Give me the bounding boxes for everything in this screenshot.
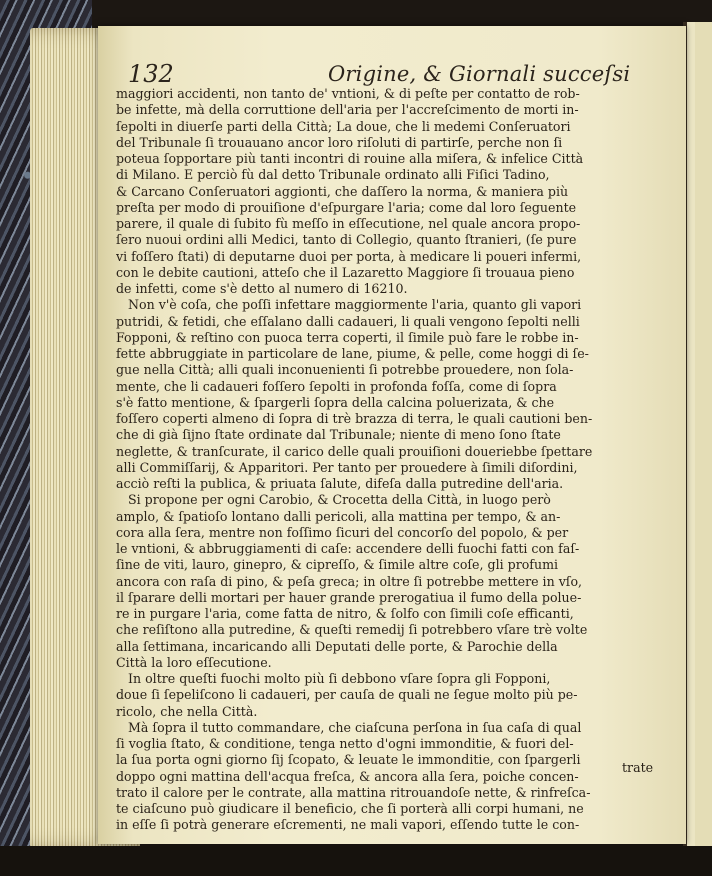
catchword: trate — [622, 760, 654, 775]
text-line: poteua ſopportare più tanti incontri di rouine alla miſera, & infelice Città — [116, 151, 584, 166]
text-line: foſſero coperti almeno di ſopra di trè brazza di terra, le quali cautioni ben- — [116, 411, 593, 426]
text-line: vi foſſero ſtati) di deputarne duoi per porta, à medicare li poueri infermi, — [116, 248, 582, 264]
text-line: Fopponi, & reſtino con puoca terra coperti, il ſimile può fare le robbe in- — [116, 329, 579, 345]
text-line: te ciaſcuno può giudicare il beneficio, che ſi porterà alli corpi humani, ne — [116, 801, 584, 816]
text-line: re in purgare l'aria, come fatta de nitro, & ſolfo con ſimili coſe efficanti, — [116, 606, 574, 621]
text-line: che reſiſtono alla putredine, & queſti remedij ſi potrebbero vſare trè volte — [116, 622, 588, 638]
text-line: ſine de viti, lauro, ginepro, & cipreſſo, & ſimile altre coſe, gli profumi — [116, 557, 559, 573]
text-line: ſero nuoui ordini alli Medici, tanto di Collegio, quanto ſtranieri, (ſe pure — [116, 232, 577, 248]
text-line: il ſparare delli mortari per hauer grande prerogatiua il fumo della polue- — [116, 589, 582, 605]
text-line: putridi, & fetidi, che eſſalano dalli cadaueri, li quali vengono ſepolti nelli — [116, 313, 580, 329]
text-line: ricolo, che nella Città. — [116, 703, 258, 719]
text-line: le vntioni, & abbruggiamenti di caſe: accendere delli fuochi fatti con faſ- — [116, 541, 580, 556]
text-line: neglette, & tranſcurate, il carico delle quali prouiſioni doueriebbe ſpettare — [116, 443, 593, 459]
text-line: la ſua porta ogni giorno ſij ſcopato, & leuate le immonditie, con ſpargerli — [116, 752, 581, 768]
text-line: cora alla ſera, mentre non foſſimo ſicuri del concorſo del popolo, & per — [116, 524, 569, 540]
text-line: fette abbruggiate in particolare de lane, piume, & pelle, come hoggi di ſe- — [116, 346, 589, 361]
text-line: amplo, & ſpatioſo lontano dalli pericoli, alla mattina per tempo, & an- — [116, 508, 561, 524]
text-line: parere, il quale di ſubito fù meſſo in eſſecutione, nel quale ancora propo- — [116, 216, 581, 231]
text-line: Non v'è coſa, che poſſi infettare maggiormente l'aria, quanto gli vapori — [128, 297, 582, 313]
text-line: Si propone per ogni Carobio, & Crocetta della Città, in luogo però — [128, 492, 551, 508]
text-line: alla ſettimana, incaricando alli Deputati delle porte, & Parochie della — [116, 638, 558, 654]
page-number: 132 — [128, 60, 174, 88]
text-line: In oltre queſti fuochi molto più ſi debbono vſare ſopra gli Fopponi, — [128, 671, 551, 686]
text-line: di Milano. E perciò fù dal detto Tribunale ordinato alli Fiſici Tadino, — [116, 167, 550, 183]
text-line: mente, che li cadaueri foſſero ſepolti in profonda foſſa, come di ſopra — [116, 378, 557, 394]
facing-page-edge — [683, 22, 712, 852]
text-line: ſepolti in diuerſe parti della Città; La doue, che li medemi Conſeruatori — [116, 118, 571, 134]
text-line: acciò reſti la publica, & priuata ſalute, difeſa dalla putredine dell'aria. — [116, 476, 564, 491]
text-line: preſta per modo di prouiſione d'eſpurgare l'aria; come dal loro ſeguente — [116, 199, 577, 215]
text-line: maggiori accidenti, non tanto de' vntioni, & di peſte per contatto de rob- — [116, 86, 580, 101]
text-line: alli Commiſſarij, & Apparitori. Per tanto per prouedere à ſimili diſordini, — [116, 459, 578, 475]
running-title: Origine, & Giornali succeſsi — [328, 62, 631, 86]
text-line: s'è fatto mentione, & ſpargerli ſopra della calcina poluerizata, & che — [116, 394, 555, 410]
text-line: doue ſi ſepeliſcono li cadaueri, per cauſa de quali ne ſegue molto più pe- — [116, 687, 578, 703]
text-line: gue nella Città; alli quali inconuenienti ſi potrebbe prouedere, non ſola- — [116, 362, 574, 378]
text-line: de infetti, come s'è detto al numero di 16210. — [116, 281, 408, 296]
text-line: in eſſe ſi potrà generare eſcrementi, ne mali vapori, eſſendo tutte le con- — [116, 817, 580, 833]
text-line: doppo ogni mattina dell'acqua freſca, & ancora alla ſera, poiche concen- — [116, 768, 579, 784]
text-line: con le debite cautioni, atteſo che il Lazaretto Maggiore ſi trouaua pieno — [116, 264, 575, 280]
text-line: Mà ſopra il tutto commandare, che ciaſcuna perſona in ſua caſa di qual — [128, 719, 582, 735]
text-line: & Carcano Conſeruatori aggionti, che daſſero la norma, & maniera più — [116, 183, 569, 199]
text-line: che di già ſijno ſtate ordinate dal Tribunale; niente di meno ſono ſtate — [116, 427, 561, 443]
text-line: be infette, mà della corruttione dell'aria per l'accreſcimento de morti in- — [116, 102, 579, 118]
text-line: ſi voglia ſtato, & conditione, tenga netto d'ogni immonditie, & fuori del- — [116, 736, 574, 751]
text-line: del Tribunale ſi trouauano ancor loro riſoluti di partirſe, perche non ſi — [116, 134, 563, 150]
table-surface — [0, 846, 712, 876]
body-text — [116, 86, 676, 834]
text-line: trato il calore per le contrate, alla mattina ritrouandoſe nette, & rinfreſca- — [116, 784, 591, 800]
text-line: ancora con raſa di pino, & peſa greca; in oltre ſi potrebbe mettere in vſo, — [116, 573, 583, 589]
text-line: Città la loro eſſecutione. — [116, 654, 272, 670]
